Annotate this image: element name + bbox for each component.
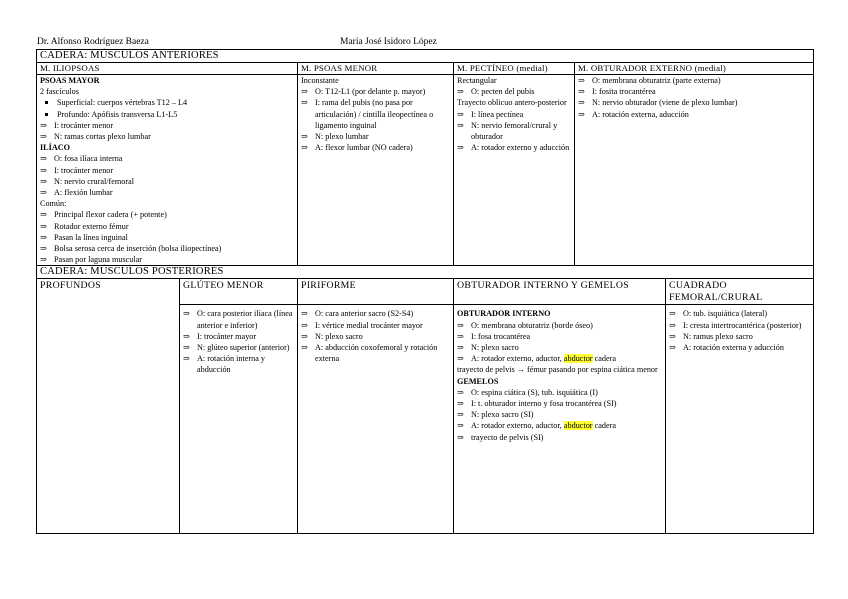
list-item: ⇒ O: membrana obturatriz (borde óseo) bbox=[457, 320, 662, 331]
action-text: A: rotador externo, aductor, bbox=[471, 421, 564, 431]
psoas-menor-intro: Inconstante bbox=[301, 76, 339, 85]
list-item: ⇒ O: cara posterior ilíaca (línea anterior e inferior) bbox=[183, 308, 294, 330]
list-item: ⇒ N: glúteo superior (anterior) bbox=[183, 342, 294, 353]
anterior-section-row bbox=[37, 50, 814, 63]
list-item: ⇒ N: nervio crural/femoral bbox=[40, 176, 294, 187]
list-item: ⇒ N: plexo sacro bbox=[301, 331, 450, 342]
list-item: ⇒ I: trocánter mayor bbox=[183, 331, 294, 342]
psoas-menor-cell bbox=[298, 75, 454, 266]
list-item: ⇒ Pasan por laguna muscular bbox=[40, 254, 294, 265]
list-item: ⇒ Bolsa serosa cerca de inserción (bolsa iliopectínea) bbox=[40, 243, 294, 254]
obturador-interno-header: OBTURADOR INTERNO Y GEMELOS bbox=[454, 279, 666, 305]
list-item: ⇒ O: pecten del pubis bbox=[457, 86, 571, 97]
cuadrado-cell bbox=[666, 305, 814, 534]
iliaco-title: ILÍACO bbox=[40, 143, 71, 153]
list-item: ⇒ N: plexo lumbar bbox=[301, 131, 450, 142]
posterior-section-row bbox=[37, 266, 814, 279]
list-item: ⇒ I: vértice medial trocánter mayor bbox=[301, 320, 450, 331]
list-item: ⇒ A: rotador externo y aducción bbox=[457, 142, 571, 153]
list-item: ⇒ Pasan la línea inguinal bbox=[40, 232, 294, 243]
iliopsoas-header: M. ILIOPSOAS bbox=[37, 63, 298, 75]
student-name: María José Isidoro López bbox=[340, 37, 437, 47]
list-item: ⇒ N: nervio femoral/crural y obturador bbox=[457, 120, 571, 142]
list-item: Profundo: Apófisis transversa L1-L5 bbox=[40, 109, 294, 120]
action-text: A: rotador externo, aductor, bbox=[471, 354, 564, 364]
obturador-interno-title: OBTURADOR INTERNO bbox=[457, 309, 551, 319]
posterior-header-row bbox=[37, 279, 814, 305]
profundos-cell: PROFUNDOS bbox=[37, 279, 180, 534]
list-item: ⇒ Principal flexor cadera (+ potente) bbox=[40, 209, 294, 220]
list-item: ⇒ A: flexión lumbar bbox=[40, 187, 294, 198]
iliopsoas-cell bbox=[37, 75, 298, 266]
list-item: ⇒ O: cara anterior sacro (S2-S4) bbox=[301, 308, 450, 319]
list-item: ⇒ O: tub. isquiática (lateral) bbox=[669, 308, 810, 319]
posterior-section-title: CADERA: MÚSCULOS POSTERIORES bbox=[37, 266, 814, 279]
list-item: ⇒ N: plexo sacro bbox=[457, 342, 662, 353]
list-item: ⇒ I: fosa trocantérea bbox=[457, 331, 662, 342]
list-item: ⇒ A: rotación externa y aducción bbox=[669, 342, 810, 353]
hip-muscles-table bbox=[36, 49, 814, 534]
fasciculos-text: 2 fascículos bbox=[40, 87, 79, 97]
highlighted-term: abductor bbox=[563, 354, 593, 364]
list-item: ⇒ A: flexor lumbar (NO cadera) bbox=[301, 142, 450, 153]
list-item: ⇒ N: ramas cortas plexo lumbar bbox=[40, 131, 294, 142]
list-item: ⇒ O: T12-L1 (por delante p. mayor) bbox=[301, 86, 450, 97]
obturador-externo-header: M. OBTURADOR EXTERNO (medial) bbox=[575, 63, 814, 75]
author-name: Dr. Alfonso Rodríguez Baeza bbox=[37, 37, 149, 47]
list-item bbox=[457, 353, 662, 364]
list-item bbox=[457, 420, 662, 431]
trayecto-text: trayecto de pelvis → fémur pasando por espina ciática menor bbox=[457, 365, 658, 375]
action-text: cadera bbox=[592, 354, 616, 364]
pectineo-header: M. PECTÍNEO (medial) bbox=[454, 63, 575, 75]
pectineo-cell bbox=[454, 75, 575, 266]
list-item: ⇒ I: fosita trocantérea bbox=[578, 86, 810, 97]
obturador-externo-cell bbox=[575, 75, 814, 266]
list-item: ⇒ O: fosa ilíaca interna bbox=[40, 153, 294, 164]
pectineo-intro: Rectangular bbox=[457, 76, 497, 85]
gluteo-menor-cell bbox=[180, 305, 298, 534]
list-item: ⇒ Rotador externo fémur bbox=[40, 221, 294, 232]
comun-title: Común: bbox=[40, 199, 67, 209]
gluteo-menor-header: GLÚTEO MENOR bbox=[180, 279, 298, 305]
list-item: ⇒ O: membrana obturatriz (parte externa) bbox=[578, 75, 810, 86]
action-text: cadera bbox=[592, 421, 616, 431]
list-item: ⇒ N: ramus plexo sacro bbox=[669, 331, 810, 342]
piriforme-cell bbox=[298, 305, 454, 534]
list-item: ⇒ O: espina ciática (S), tub. isquiática (I) bbox=[457, 387, 662, 398]
list-item: ⇒ I: trocánter menor bbox=[40, 120, 294, 131]
list-item: ⇒ I: t. obturador interno y fosa trocantérea (SI) bbox=[457, 398, 662, 409]
list-item: Superficial: cuerpos vértebras T12 – L4 bbox=[40, 97, 294, 108]
obturador-interno-cell bbox=[454, 305, 666, 534]
list-item: ⇒ I: rama del pubis (no pasa por articulación) / cintilla ileopectínea o ligamento inguinal bbox=[301, 97, 450, 131]
list-item: ⇒ A: rotación externa, aducción bbox=[578, 109, 810, 120]
list-item: ⇒ N: plexo sacro (SI) bbox=[457, 409, 662, 420]
list-item: ⇒ trayecto de pelvis (SI) bbox=[457, 432, 662, 443]
list-item: ⇒ I: cresta intertrocantérica (posterior) bbox=[669, 320, 810, 331]
list-item: ⇒ A: rotación interna y abducción bbox=[183, 353, 294, 375]
anterior-section-title: CADERA: MÚSCULOS ANTERIORES bbox=[37, 50, 814, 63]
list-item: ⇒ I: línea pectínea bbox=[457, 109, 571, 120]
list-item: ⇒ N: nervio obturador (viene de plexo lumbar) bbox=[578, 97, 810, 108]
gemelos-title: GEMELOS bbox=[457, 376, 499, 386]
piriforme-header: PIRIFORME bbox=[298, 279, 454, 305]
cuadrado-header: CUADRADO FEMORAL/CRURAL bbox=[666, 279, 814, 305]
psoas-menor-header: M. PSOAS MENOR bbox=[298, 63, 454, 75]
highlighted-term: abductor bbox=[563, 421, 593, 431]
pectineo-trayecto: Trayecto oblicuo antero-posterior bbox=[457, 98, 567, 108]
psoas-mayor-title: PSOAS MAYOR bbox=[40, 76, 100, 85]
list-item: ⇒ A: abducción coxofemoral y rotación externa bbox=[301, 342, 450, 364]
anterior-content-row bbox=[37, 75, 814, 266]
anterior-header-row bbox=[37, 63, 814, 75]
list-item: ⇒ I: trocánter menor bbox=[40, 165, 294, 176]
